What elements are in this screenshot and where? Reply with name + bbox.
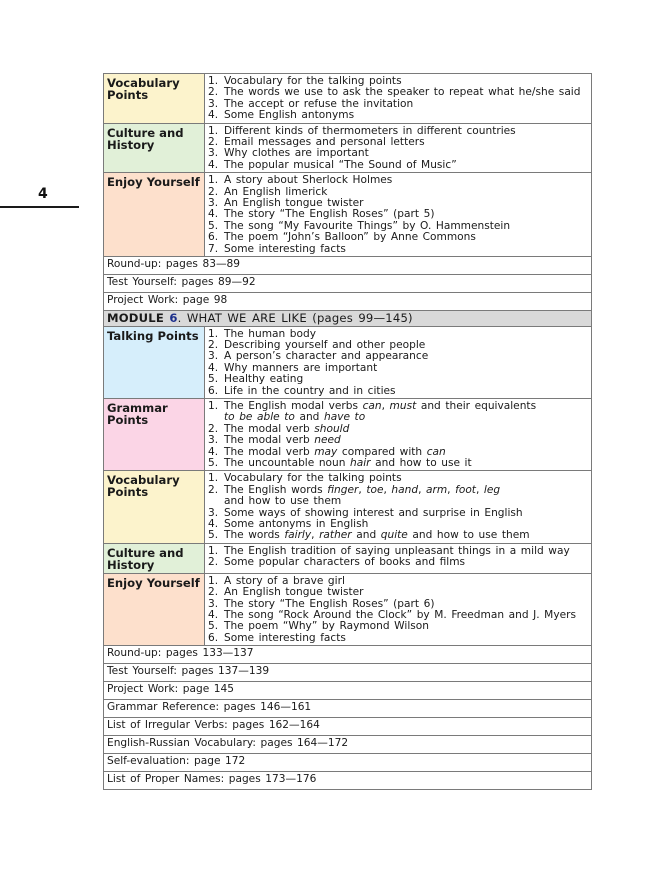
section-row-vocabulary — [104, 471, 592, 543]
section-items — [208, 126, 589, 172]
list-item: 1. The human body — [208, 327, 316, 340]
list-item: 2. The words we use to ask the speaker to repeat what he/she said — [208, 86, 581, 99]
list-item: 4. The popular musical “The Sound of Music” — [208, 158, 457, 171]
section-row-talking — [104, 326, 592, 398]
section-items — [208, 576, 589, 644]
list-item: 4. Some English antonyms — [208, 109, 355, 122]
roundup-row: Round-up: pages 83—89 — [104, 257, 592, 275]
list-item: 4. Some antonyms in English — [208, 518, 369, 530]
section-items — [208, 175, 589, 255]
single-row — [104, 736, 592, 754]
list-item: 2. An English tongue twister — [208, 586, 364, 599]
module-header-row — [104, 311, 592, 326]
list-item: 3. The accept or refuse the invitation — [208, 97, 414, 110]
section-items — [208, 76, 589, 122]
list-item: 5. Healthy eating — [208, 373, 304, 386]
page-number-rule — [0, 206, 79, 208]
section-label: Talking Points — [104, 326, 205, 398]
irregular-verbs-row: List of Irregular Verbs: pages 162—164 — [104, 718, 592, 736]
section-label: Culture and History — [104, 123, 205, 173]
list-item: 1. Vocabulary for the talking points — [208, 472, 402, 485]
list-item: 5. The words fairly, rather and quite and how to use them — [208, 529, 530, 542]
list-item: 1. Different kinds of thermometers in different countries — [208, 124, 516, 137]
self-evaluation-row: Self-evaluation: page 172 — [104, 754, 592, 772]
list-item: 3. Some ways of showing interest and surprise in English — [208, 506, 523, 519]
test-yourself-row: Test Yourself: pages 137—139 — [104, 664, 592, 682]
roundup-row: Round-up: pages 133—137 — [104, 646, 592, 664]
grammar-reference-row: Grammar Reference: pages 146—161 — [104, 700, 592, 718]
list-item: 1. The English modal verbs can, must and their equivalents to be able to and have to — [208, 399, 537, 424]
single-row — [104, 718, 592, 736]
section-row-vocabulary — [104, 74, 592, 124]
list-item: 3. An English tongue twister — [208, 197, 364, 210]
list-item: 5. The uncountable noun hair and how to use it — [208, 456, 472, 469]
list-item: 7. Some interesting facts — [208, 242, 346, 255]
section-items — [208, 473, 589, 541]
proper-names-row: List of Proper Names: pages 173—176 — [104, 772, 592, 790]
page-number: 4 — [38, 186, 48, 202]
list-item: 5. The song “My Favourite Things” by O. Hammenstein — [208, 219, 511, 232]
list-item: 6. Life in the country and in cities — [208, 384, 396, 397]
list-item: 2. The modal verb should — [208, 422, 350, 435]
single-row — [104, 257, 592, 275]
list-item: 4. The story “The English Roses” (part 5) — [208, 208, 435, 221]
project-work-row: Project Work: page 98 — [104, 293, 592, 311]
project-work-row: Project Work: page 145 — [104, 682, 592, 700]
list-item: 6. The poem “John’s Balloon” by Anne Commons — [208, 231, 476, 244]
section-label: Culture and History — [104, 543, 205, 573]
module-word: MODULE — [107, 311, 164, 326]
section-label: Enjoy Yourself — [104, 573, 205, 645]
list-item: 1. A story about Sherlock Holmes — [208, 174, 393, 187]
list-item: 6. Some interesting facts — [208, 631, 346, 644]
list-item: 2. An English limerick — [208, 185, 328, 198]
single-row — [104, 275, 592, 293]
test-yourself-row: Test Yourself: pages 89—92 — [104, 275, 592, 293]
section-label: Enjoy Yourself — [104, 173, 205, 257]
list-item: 4. The song “Rock Around the Clock” by M. Freedman and J. Myers — [208, 609, 576, 622]
single-row — [104, 754, 592, 772]
list-item: 1. Vocabulary for the talking points — [208, 75, 402, 87]
section-items — [208, 546, 589, 569]
section-label: Vocabulary Points — [104, 471, 205, 543]
contents-table — [103, 73, 592, 790]
english-russian-vocabulary-row: English-Russian Vocabulary: pages 164—172 — [104, 736, 592, 754]
list-item: 3. The modal verb need — [208, 434, 341, 447]
single-row — [104, 700, 592, 718]
single-row — [104, 772, 592, 790]
list-item: 1. A story of a brave girl — [208, 574, 345, 587]
section-label: Grammar Points — [104, 398, 205, 470]
list-item: 3. The story “The English Roses” (part 6) — [208, 597, 435, 610]
single-row — [104, 293, 592, 311]
section-row-enjoy — [104, 573, 592, 645]
section-row-grammar — [104, 398, 592, 470]
section-label: Vocabulary Points — [104, 74, 205, 124]
list-item: 4. The modal verb may compared with can — [208, 445, 446, 458]
section-row-culture — [104, 543, 592, 573]
single-row — [104, 682, 592, 700]
list-item: 2. The English words finger, toe, hand, arm, foot, leg and how to use them — [208, 483, 501, 508]
module-header — [104, 311, 592, 326]
list-item: 1. The English tradition of saying unpleasant things in a mild way — [208, 544, 570, 557]
list-item: 3. A person’s character and appearance — [208, 350, 429, 363]
section-items — [208, 329, 589, 397]
section-items — [208, 401, 589, 469]
list-item: 3. Why clothes are important — [208, 147, 369, 160]
list-item: 5. The poem “Why” by Raymond Wilson — [208, 620, 429, 633]
section-row-culture — [104, 123, 592, 173]
module-title: . WHAT WE ARE LIKE (pages 99—145) — [177, 311, 413, 326]
single-row — [104, 664, 592, 682]
list-item: 2. Email messages and personal letters — [208, 136, 425, 149]
list-item: 4. Why manners are important — [208, 361, 378, 374]
single-row — [104, 646, 592, 664]
list-item: 2. Some popular characters of books and films — [208, 556, 466, 569]
module-number: 6 — [169, 311, 178, 326]
list-item: 2. Describing yourself and other people — [208, 338, 426, 351]
section-row-enjoy — [104, 173, 592, 257]
